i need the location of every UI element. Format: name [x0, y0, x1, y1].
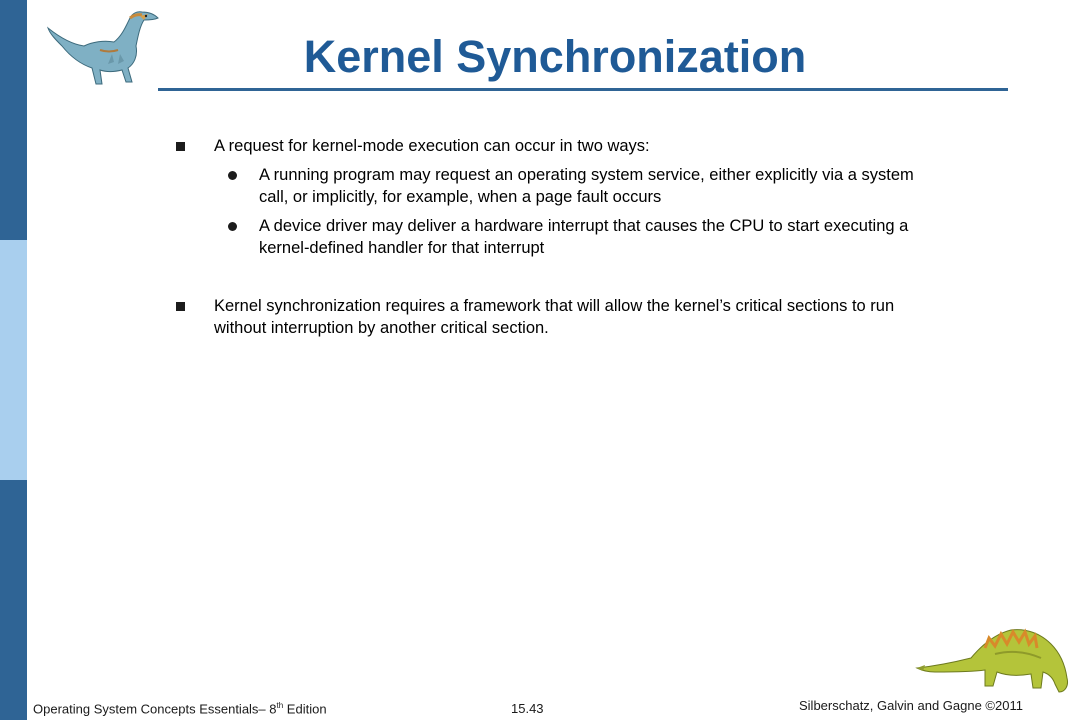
bullet-dot-icon	[228, 171, 237, 180]
slide-title: Kernel Synchronization	[303, 31, 807, 82]
title-divider	[158, 88, 1008, 91]
footer-book-sup: th	[276, 701, 284, 710]
bullet-square-icon	[176, 142, 185, 151]
footer-book-suffix: Edition	[283, 701, 327, 717]
bullet-text: Kernel synchronization requires a framework that will allow the kernel’s critical sections to run without interruption by another critical section.	[214, 297, 895, 337]
footer-page-number: 15.43	[511, 701, 544, 716]
left-accent-bar-middle	[0, 240, 27, 480]
subbullet-text: A running program may request an operating system service, either explicitly via a system call, or implicitly, for example, when a page fault occurs	[259, 166, 914, 206]
bullet-text: A request for kernel-mode execution can occur in two ways:	[214, 137, 650, 155]
bullet-square-icon	[176, 302, 185, 311]
subbullet-text: A device driver may deliver a hardware interrupt that causes the CPU to start executing a kernel-defined handler for that interrupt	[259, 217, 909, 257]
dinosaur-icon	[915, 618, 1075, 698]
footer-copyright: Silberschatz, Galvin and Gagne ©2011	[799, 698, 1023, 713]
footer-book-title	[33, 701, 327, 716]
left-accent-bar-bottom	[0, 480, 27, 720]
footer-book-prefix: Operating System Concepts Essentials– 8	[33, 701, 277, 717]
bullet-dot-icon	[228, 222, 237, 231]
